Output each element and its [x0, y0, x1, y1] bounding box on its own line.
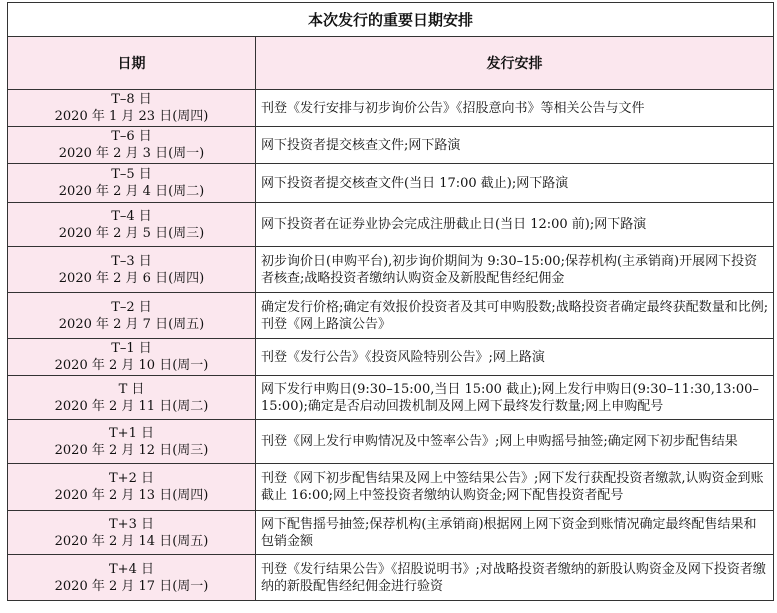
arrangement-cell: 网下投资者在证券业协会完成注册截止日(当日 12:00 前);网下路演 — [256, 203, 774, 247]
table-row — [8, 464, 774, 511]
relative-day: T+4 日 — [109, 561, 154, 577]
calendar-date: 2020 年 2 月 12 日(周三) — [54, 442, 209, 458]
calendar-date: 2020 年 2 月 17 日(周一) — [54, 578, 209, 594]
arrangement-cell: 网下投资者提交核查文件(当日 17:00 截止);网下路演 — [256, 164, 774, 203]
table-row — [8, 127, 774, 164]
table-row — [8, 90, 774, 127]
arrangement-cell: 刊登《网下初步配售结果及网上中签结果公告》;网下发行获配投资者缴款,认购资金到账截止 16:00;网上中签投资者缴纳认购资金;网下配售投资者配号 — [256, 464, 774, 511]
relative-day: T–4 日 — [111, 208, 152, 224]
relative-day: T+2 日 — [109, 471, 154, 486]
date-cell — [8, 203, 256, 247]
relative-day: T–3 日 — [111, 253, 152, 269]
date-cell — [8, 164, 256, 203]
schedule-table-container — [7, 2, 774, 610]
relative-day: T–8 日 — [111, 92, 152, 107]
date-cell — [8, 420, 256, 464]
arrangement-cell: 刊登《网上发行申购情况及中签率公告》;网上申购摇号抽签;确定网下初步配售结果 — [256, 420, 774, 464]
date-cell — [8, 464, 256, 511]
relative-day: T+3 日 — [109, 516, 154, 532]
date-cell — [8, 90, 256, 127]
date-cell — [8, 339, 256, 376]
calendar-date: 2020 年 2 月 4 日(周二) — [58, 184, 205, 199]
relative-day: T–2 日 — [111, 299, 152, 315]
arrangement-cell: 刊登《发行结果公告》《招股说明书》;对战略投资者缴纳的新股认购资金及网下投资者缴纳的新股配售经纪佣金进行验资 — [256, 555, 774, 601]
arrangement-cell: 初步询价日(申购平台),初步询价期间为 9:30–15:00;保荐机构(主承销商)开展网下投资者核查;战略投资者缴纳认购资金及新股配售经纪佣金 — [256, 247, 774, 293]
date-cell — [8, 293, 256, 339]
calendar-date: 2020 年 2 月 11 日(周二) — [54, 398, 209, 414]
schedule-table-body — [8, 3, 774, 601]
table-row — [8, 420, 774, 464]
calendar-date: 2020 年 2 月 6 日(周四) — [58, 270, 205, 286]
calendar-date: 2020 年 1 月 23 日(周四) — [54, 109, 209, 124]
table-row — [8, 247, 774, 293]
calendar-date: 2020 年 2 月 7 日(周五) — [58, 316, 205, 332]
header-row — [8, 37, 774, 90]
date-cell — [8, 127, 256, 164]
header-arrangement: 发行安排 — [256, 37, 774, 90]
relative-day: T–5 日 — [111, 167, 152, 182]
table-row — [8, 339, 774, 376]
table-row — [8, 203, 774, 247]
relative-day: T–1 日 — [111, 341, 152, 356]
calendar-date: 2020 年 2 月 13 日(周四) — [54, 488, 209, 503]
relative-day: T+1 日 — [109, 425, 154, 441]
arrangement-cell: 网下投资者提交核查文件;网下路演 — [256, 127, 774, 164]
date-cell — [8, 511, 256, 555]
relative-day: T 日 — [118, 381, 145, 397]
arrangement-cell: 网下配售摇号抽签;保荐机构(主承销商)根据网上网下资金到账情况确定最终配售结果和包销金额 — [256, 511, 774, 555]
arrangement-cell: 刊登《发行安排与初步询价公告》《招股意向书》等相关公告与文件 — [256, 90, 774, 127]
date-cell — [8, 555, 256, 601]
table-row — [8, 293, 774, 339]
date-cell — [8, 376, 256, 420]
table-row — [8, 555, 774, 601]
schedule-table — [7, 2, 774, 601]
calendar-date: 2020 年 2 月 10 日(周一) — [54, 358, 209, 373]
table-row — [8, 376, 774, 420]
arrangement-cell: 网下发行申购日(9:30–15:00,当日 15:00 截止);网上发行申购日(9:30–11:30,13:00–15:00);确定是否启动回拨机制及网上网下最终发行数量;网上申购配号 — [256, 376, 774, 420]
calendar-date: 2020 年 2 月 3 日(周一) — [58, 146, 205, 161]
table-row — [8, 164, 774, 203]
arrangement-cell: 刊登《发行公告》《投资风险特别公告》;网上路演 — [256, 339, 774, 376]
table-row — [8, 511, 774, 555]
header-date: 日期 — [8, 37, 256, 90]
table-caption: 本次发行的重要日期安排 — [8, 3, 774, 37]
date-cell — [8, 247, 256, 293]
relative-day: T–6 日 — [111, 129, 152, 144]
arrangement-cell: 确定发行价格;确定有效报价投资者及其可申购股数;战略投资者确定最终获配数量和比例;刊登《网上路演公告》 — [256, 293, 774, 339]
caption-row — [8, 3, 774, 37]
calendar-date: 2020 年 2 月 14 日(周五) — [54, 533, 209, 549]
calendar-date: 2020 年 2 月 5 日(周三) — [58, 225, 205, 241]
